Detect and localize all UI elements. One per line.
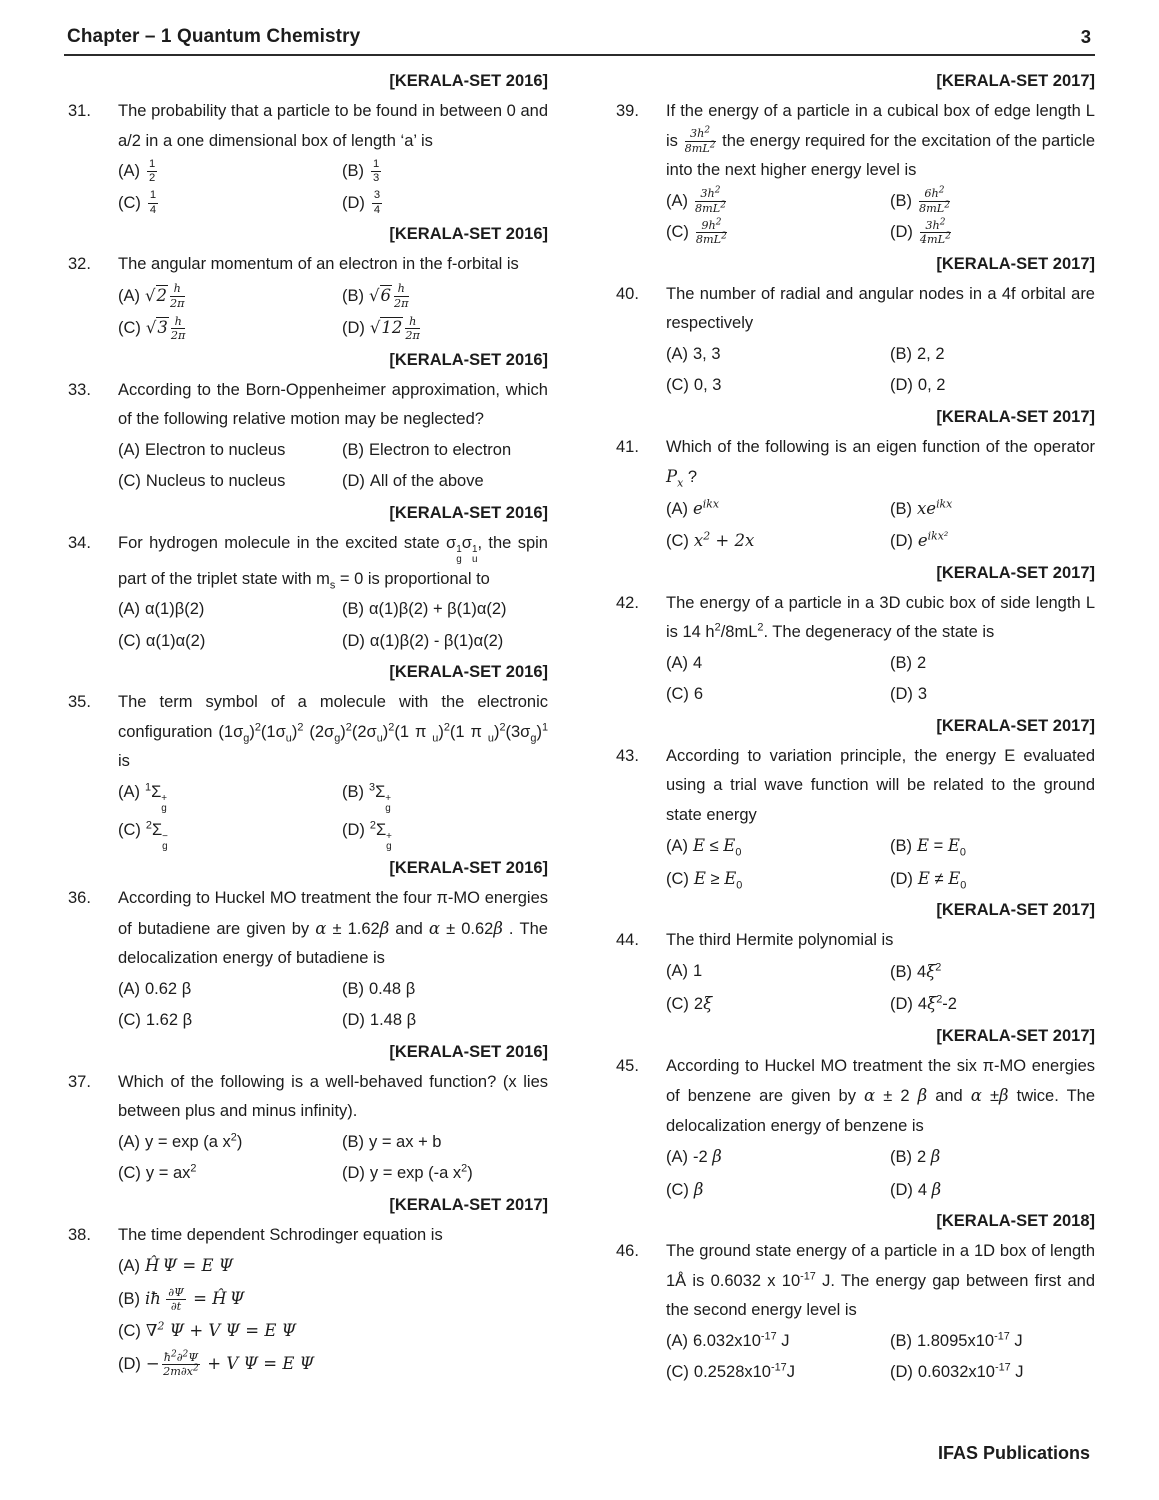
option-value: $0.6032x10^{-17}$ J <box>917 1361 1024 1381</box>
option-label: (C) <box>666 1363 689 1381</box>
option-value: $\frac{3}{4}$ <box>373 189 381 216</box>
option-label: (D) <box>890 223 913 241</box>
option <box>342 435 548 467</box>
question <box>68 97 548 156</box>
option-label: (C) <box>666 685 689 703</box>
option <box>890 863 1095 896</box>
option <box>890 1174 1095 1207</box>
option-label: (D) <box>342 193 365 212</box>
question-number: 37. <box>68 1072 91 1091</box>
option-value: $4\xi^2-2$ <box>917 993 957 1013</box>
option-label: (C) <box>118 1011 141 1030</box>
option-label: (D) <box>342 1164 365 1183</box>
option-value: Electron to electron <box>369 440 512 459</box>
option-value: $^3$Σ + g <box>369 781 392 815</box>
option <box>890 1326 1095 1358</box>
options-grid <box>118 1250 548 1380</box>
question-body: According to Huckel MO treatment the four π-MO energies of butadiene are given by α ± 1.62β and α ± 0.62β . The delocalization energy of butadiene is <box>118 889 548 968</box>
options-grid <box>118 156 548 219</box>
option <box>890 493 1095 526</box>
option-label: (D) <box>890 1180 913 1199</box>
option <box>342 1127 548 1159</box>
question-source: [KERALA-SET 2016] <box>389 225 548 243</box>
option <box>118 626 342 658</box>
option-value: $\frac{3h^2}{8mL^2}$ <box>695 185 726 215</box>
option-label: (B) <box>342 1132 364 1151</box>
option-value: $0.2528x10^{-17}J$ <box>693 1361 795 1381</box>
option-label: (A) <box>118 1257 140 1276</box>
option <box>890 339 1095 371</box>
option-label: (B) <box>342 440 364 459</box>
option-label: (A) <box>118 1132 140 1151</box>
option-value: 0.48 β <box>369 979 416 998</box>
option-value: $\frac{3h^2}{4mL^2}$ <box>919 217 951 247</box>
option-label: (C) <box>118 1164 141 1183</box>
question-body: The number of radial and angular nodes in a 4f orbital are respectively <box>666 284 1095 332</box>
option <box>342 1158 548 1190</box>
option <box>118 1348 548 1381</box>
header-divider <box>64 54 1095 56</box>
question-source: [KERALA-SET 2017] <box>936 1026 1095 1045</box>
option <box>118 156 342 188</box>
option <box>342 1005 548 1037</box>
option-value: 4 <box>693 653 703 672</box>
options-grid <box>666 493 1095 558</box>
options-grid <box>118 974 548 1037</box>
option <box>118 1005 342 1037</box>
question-body: The time dependent Schrodinger equation is <box>118 1225 443 1244</box>
option <box>666 493 890 526</box>
question-body: The third Hermite polynomial is <box>666 931 894 949</box>
options-grid <box>118 777 548 854</box>
question-number: 42. <box>616 593 639 612</box>
option-value: $\frac{6h^2}{8mL^2}$ <box>919 185 950 215</box>
option-label: (A) <box>666 653 688 672</box>
option-value: $y = ax^2$ <box>145 1162 197 1183</box>
options-grid <box>666 830 1095 895</box>
option-value: √6 $\frac{h}{2\pi}$ <box>369 282 409 310</box>
option-value: 1.48 β <box>369 1011 417 1030</box>
question-body: The ground state energy of a particle in a 1D box of length 1Å is 0.6032 x $10^{-17}$ J. The energy gap between first and the second energy level is <box>666 1242 1095 1319</box>
options-grid <box>666 186 1095 249</box>
question <box>616 1052 1095 1142</box>
option <box>666 679 890 711</box>
option <box>342 974 548 1006</box>
option-value: iħ $\frac{\partial\Psi}{\partial t}$ = Ĥ Ψ <box>145 1285 245 1313</box>
question-body: Which of the following is an eigen function of the operator $P_x$ ? <box>666 437 1095 490</box>
option-value: β <box>693 1179 704 1199</box>
question <box>616 280 1095 339</box>
option <box>890 370 1095 402</box>
option <box>666 1326 890 1358</box>
options-grid <box>666 339 1095 402</box>
option-label: (B) <box>118 1289 140 1308</box>
question-number: 43. <box>616 746 639 765</box>
options-grid <box>118 1127 548 1190</box>
option-label: (A) <box>666 1148 688 1166</box>
option <box>666 956 890 989</box>
option-value: 2, 2 <box>917 344 945 363</box>
question-number: 35. <box>68 693 91 712</box>
question-body: For hydrogen molecule in the excited state σ 1 g σ 1 u , the spin part of the triplet state with $m_s = 0$ is proportional to <box>118 533 548 592</box>
option <box>890 525 1095 558</box>
page-number: 3 <box>1080 26 1091 47</box>
option-label: (C) <box>666 995 689 1013</box>
question-source: [KERALA-SET 2016] <box>389 859 548 878</box>
option-value: ∇$^2$ Ψ + V Ψ = E Ψ <box>145 1319 297 1341</box>
question <box>616 433 1095 493</box>
option-value: 2 β <box>917 1147 941 1166</box>
option-value: Electron to nucleus <box>145 440 286 459</box>
option-value: Ĥ Ψ = E Ψ <box>145 1256 234 1276</box>
option <box>666 1141 890 1174</box>
option-label: (B) <box>342 286 364 305</box>
option-value: $e^{ikx^2}$ <box>917 529 949 550</box>
option-label: (D) <box>342 631 365 650</box>
option <box>890 186 1095 218</box>
question <box>616 926 1095 956</box>
question-source: [KERALA-SET 2017] <box>936 563 1095 582</box>
question-number: 45. <box>616 1056 639 1075</box>
options-grid <box>666 1326 1095 1389</box>
option-value: $^2$Σ + g <box>369 819 392 853</box>
option-label: (D) <box>890 995 913 1013</box>
option-value: $^1$Σ + g <box>145 781 168 815</box>
question <box>68 529 548 595</box>
option <box>342 466 548 498</box>
question-body: The term symbol of a molecule with the electronic configuration $(1\sigma_g)^2(1\sigma_u)^2$ $(2\sigma_g)^2(2\sigma_u)^2(1$ π $_u$)$^2$(1 π $_u)^2(3\sigma_g)^1$ is <box>118 693 548 771</box>
option <box>890 830 1095 863</box>
options-grid <box>666 1141 1095 1206</box>
option-label: (C) <box>118 1322 141 1341</box>
option <box>118 435 342 467</box>
option <box>118 815 342 853</box>
option <box>342 777 548 815</box>
option-label: (C) <box>666 532 689 550</box>
option-label: (D) <box>890 532 913 550</box>
option-label: (A) <box>118 782 140 801</box>
option-label: (B) <box>890 962 912 981</box>
option <box>342 594 548 626</box>
option <box>342 626 548 658</box>
question-source: [KERALA-SET 2016] <box>389 503 548 522</box>
question-source: [KERALA-SET 2017] <box>389 1195 548 1214</box>
option <box>118 1315 548 1348</box>
option-value: 0, 3 <box>693 376 722 394</box>
option-label: (C) <box>118 821 141 840</box>
option-label: (B) <box>342 979 364 998</box>
question <box>68 250 548 280</box>
question-number: 39. <box>616 102 639 120</box>
option-label: (C) <box>118 319 141 337</box>
option <box>342 188 548 220</box>
question-body: The angular momentum of an electron in the f-orbital is <box>118 255 519 273</box>
question-body: According to Huckel MO treatment the six π-MO energies of benzene are given by α ± 2 β and α ±β twice. The delocalization energy of benzene is <box>666 1056 1096 1135</box>
column-right <box>616 66 1095 1389</box>
option-value: 1 <box>693 961 703 980</box>
option <box>666 339 890 371</box>
option-label: (D) <box>118 1354 141 1373</box>
question-number: 41. <box>616 437 639 456</box>
option-value: Nucleus to nucleus <box>145 472 286 490</box>
question <box>616 742 1095 831</box>
question-source: [KERALA-SET 2018] <box>936 1212 1095 1230</box>
option <box>666 988 890 1021</box>
option-value: -2 β <box>693 1147 722 1166</box>
option <box>666 525 890 558</box>
option-label: (B) <box>342 600 364 619</box>
question <box>616 589 1095 648</box>
option-value: y = exp (a $x^2$) <box>145 1131 243 1151</box>
option-value: $6.032x10^{-17}$ J <box>693 1330 790 1350</box>
option-label: (A) <box>666 961 688 980</box>
question <box>68 1221 548 1251</box>
options-grid <box>118 594 548 657</box>
question-body: According to variation principle, the energy E evaluated using a trial wave function will be related to the ground state energy <box>666 746 1095 824</box>
option-label: (A) <box>666 344 688 363</box>
option-label: (B) <box>890 1331 912 1350</box>
question-body: The energy of a particle in a 3D cubic box of side length L is 14 $h^2/8mL^2$. The degeneracy of the state is <box>666 593 1095 641</box>
option <box>118 1158 342 1190</box>
option-label: (C) <box>118 472 141 490</box>
option <box>118 1283 548 1316</box>
question <box>616 1237 1095 1326</box>
option-value: $^2$Σ − g <box>145 819 168 853</box>
question-source: [KERALA-SET 2016] <box>389 1042 548 1061</box>
option-value: $E \ge E_0$ <box>693 868 743 891</box>
question-number: 36. <box>68 889 91 908</box>
question-source: [KERALA-SET 2017] <box>936 72 1095 90</box>
question-body: Which of the following is a well-behaved function? (x lies between plus and minus infinity). <box>118 1072 548 1121</box>
option-label: (A) <box>118 286 140 305</box>
option-label: (B) <box>890 344 912 363</box>
option-label: (D) <box>342 472 365 490</box>
option-label: (D) <box>890 685 913 703</box>
option-label: (B) <box>890 499 912 518</box>
question-number: 34. <box>68 533 91 552</box>
question-source: [KERALA-SET 2017] <box>936 407 1095 426</box>
options-grid <box>118 280 548 345</box>
option-value: $1.8095x10^{-17}$ J <box>917 1330 1023 1350</box>
option-label: (D) <box>342 319 365 337</box>
option-value: y = exp (-a $x^2$) <box>369 1162 473 1183</box>
option <box>890 956 1095 989</box>
option <box>118 594 342 626</box>
question <box>68 376 548 435</box>
option-value: $\frac{9h^2}{8mL^2}$ <box>695 217 727 247</box>
option-label: (A) <box>666 499 688 518</box>
option-value: $xe^{ikx}$ <box>917 497 953 518</box>
option-value: $\frac{1}{3}$ <box>373 157 380 185</box>
option-value: 3, 3 <box>693 344 721 363</box>
option <box>342 815 548 853</box>
option <box>118 466 342 498</box>
option-label: (B) <box>890 1148 912 1166</box>
option <box>118 974 342 1006</box>
question-number: 44. <box>616 931 639 949</box>
option <box>666 648 890 680</box>
option-value: 3 <box>917 685 928 703</box>
option-value: α(1)α(2) <box>145 631 206 650</box>
option <box>118 777 342 815</box>
option-label: (A) <box>666 1331 688 1350</box>
option-label: (A) <box>666 191 688 210</box>
option-value: $E \ne E_0$ <box>917 868 967 891</box>
question-number: 32. <box>68 255 91 273</box>
question <box>68 1068 548 1127</box>
option-label: (D) <box>890 1363 913 1381</box>
option-label: (A) <box>118 162 140 180</box>
option-value: All of the above <box>369 472 484 490</box>
options-grid <box>118 435 548 498</box>
option-label: (A) <box>118 440 140 459</box>
option <box>890 648 1095 680</box>
question-number: 40. <box>616 284 639 303</box>
option-label: (C) <box>666 1180 689 1199</box>
option <box>118 312 342 345</box>
option-label: (B) <box>890 191 912 210</box>
option-value: y = ax + b <box>369 1132 442 1151</box>
option <box>666 1174 890 1207</box>
option-value: 1.62 β <box>145 1011 193 1030</box>
question <box>68 688 548 777</box>
question-number: 38. <box>68 1225 91 1244</box>
question-number: 46. <box>616 1242 639 1260</box>
option-value: √12 $\frac{h}{2\pi}$ <box>369 314 420 343</box>
option <box>666 217 890 249</box>
options-grid <box>666 956 1095 1021</box>
option-value: $\frac{1}{2}$ <box>149 157 156 185</box>
option-value: α(1)β(2) <box>145 600 205 619</box>
option <box>118 1127 342 1159</box>
option <box>890 1141 1095 1174</box>
option <box>118 188 342 220</box>
chapter-title: Chapter – 1 Quantum Chemistry <box>67 26 361 47</box>
option-label: (C) <box>666 869 689 888</box>
option <box>890 217 1095 249</box>
option-value: − $\frac{ħ^2\partial^2\Psi}{2m\partial x^2}$ + V Ψ = E Ψ <box>145 1348 315 1378</box>
question-source: [KERALA-SET 2017] <box>936 716 1095 735</box>
column-left <box>68 66 548 1380</box>
option <box>666 863 890 896</box>
question-source: [KERALA-SET 2017] <box>936 254 1095 273</box>
question-number: 33. <box>68 380 91 399</box>
option <box>666 830 890 863</box>
question-source: [KERALA-SET 2016] <box>389 350 548 369</box>
option <box>118 280 342 313</box>
option-label: (D) <box>890 376 913 394</box>
option-value: $E \le E_0$ <box>693 836 742 859</box>
option-label: (B) <box>342 162 364 180</box>
option-label: (D) <box>890 869 913 888</box>
option-label: (C) <box>666 223 689 241</box>
option-label: (B) <box>890 653 912 672</box>
option-value: $x^2 + 2x$ <box>693 529 755 550</box>
option-value: $e^{ikx}$ <box>693 497 719 518</box>
option-value: 6 <box>693 685 704 703</box>
question-source: [KERALA-SET 2016] <box>389 663 548 682</box>
option-value: $E = E_0$ <box>917 836 966 859</box>
option-label: (D) <box>342 821 365 840</box>
option-label: (B) <box>890 837 912 855</box>
option-label: (C) <box>118 193 141 212</box>
option <box>890 1357 1095 1389</box>
option <box>890 988 1095 1021</box>
option-value: 2ξ <box>693 994 713 1013</box>
option <box>342 156 548 188</box>
question <box>616 97 1095 186</box>
option-label: (C) <box>666 376 689 394</box>
option-label: (A) <box>666 837 688 855</box>
option-value: √2 $\frac{h}{2\pi}$ <box>145 282 185 310</box>
options-grid <box>666 648 1095 711</box>
option-value: $4\xi^2$ <box>917 961 942 981</box>
question-body: The probability that a particle to be found in between 0 and a/2 in a one dimensional box of length ‘a’ is <box>118 102 548 150</box>
option <box>890 679 1095 711</box>
option-value: 2 <box>917 653 927 672</box>
option-label: (A) <box>118 979 140 998</box>
option-value: 0.62 β <box>145 979 192 998</box>
option <box>342 280 548 313</box>
question-source: [KERALA-SET 2017] <box>936 901 1095 919</box>
option-label: (B) <box>342 782 364 801</box>
option-value: α(1)β(2) + β(1)α(2) <box>369 600 507 619</box>
question-number: 31. <box>68 102 91 120</box>
question <box>68 884 548 974</box>
option <box>666 1357 890 1389</box>
option-label: (C) <box>118 631 141 650</box>
publisher: IFAS Publications <box>937 1443 1090 1463</box>
option-value: $\frac{1}{4}$ <box>149 189 157 216</box>
question-source: [KERALA-SET 2016] <box>389 72 548 90</box>
option <box>118 1250 548 1283</box>
option-label: (D) <box>342 1011 365 1030</box>
option-value: 4 β <box>917 1179 942 1199</box>
option <box>342 312 548 345</box>
question-body: According to the Born-Oppenheimer approximation, which of the following relative motion may be neglected? <box>118 380 548 428</box>
option <box>666 186 890 218</box>
question-body: If the energy of a particle in a cubical box of edge length L is $\frac{3h^2}{8mL^2}$ the energy required for the excitation of the particle into the next higher energy level is <box>666 102 1095 179</box>
option-value: 0, 2 <box>917 376 946 394</box>
option <box>666 370 890 402</box>
option-value: √3 $\frac{h}{2\pi}$ <box>145 314 186 343</box>
option-value: α(1)β(2) - β(1)α(2) <box>369 631 504 650</box>
option-label: (A) <box>118 600 140 619</box>
